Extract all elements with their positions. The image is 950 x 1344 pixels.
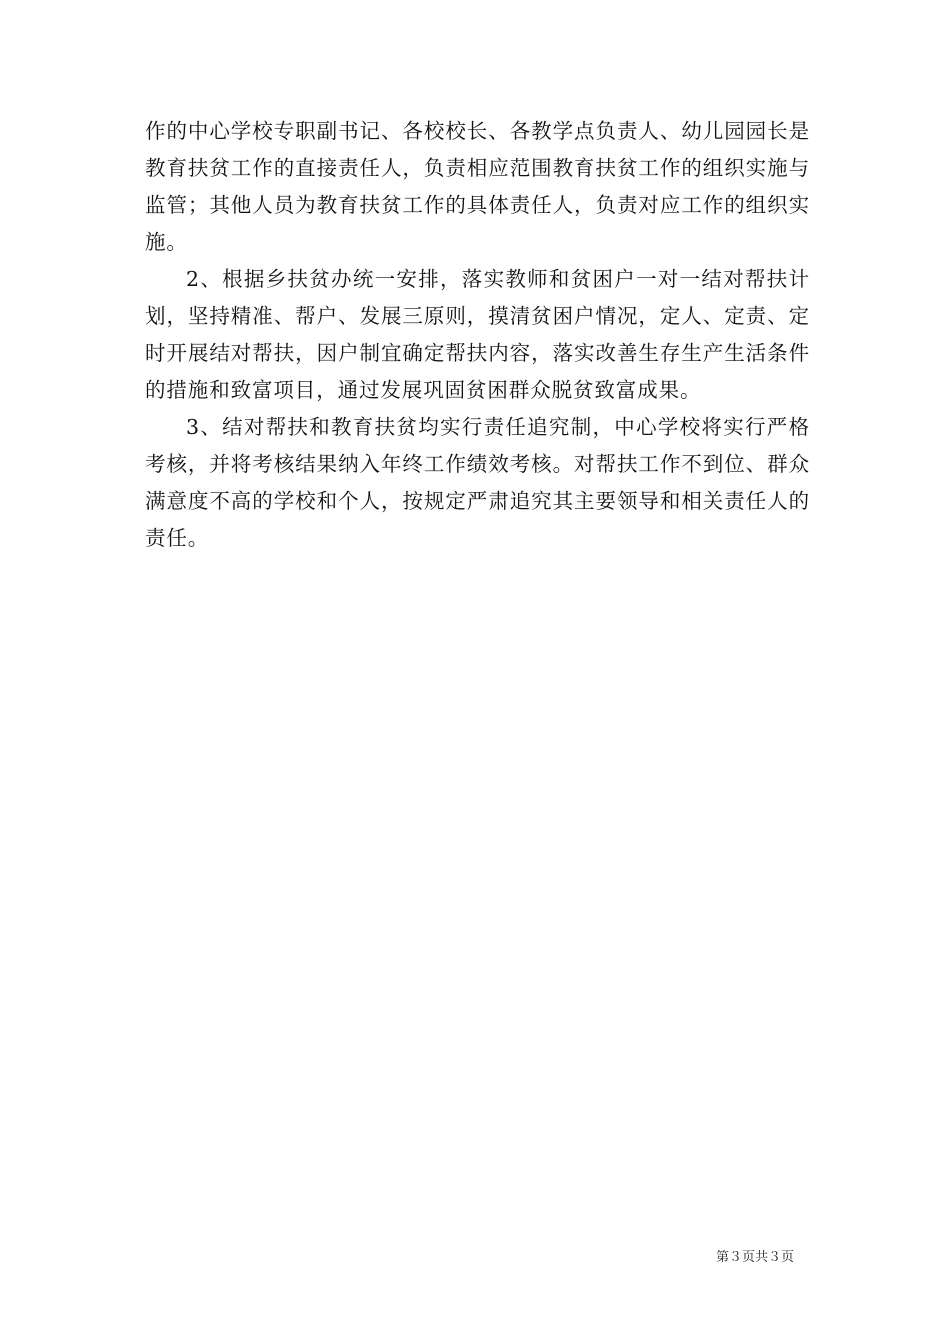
document-body — [145, 113, 810, 557]
page-number-footer: 第３页共３页 — [716, 1250, 795, 1265]
paragraph-item-3: 3、结对帮扶和教育扶贫均实行责任追究制，中心学校将实行严格考核，并将考核结果纳入年终工作绩效考核。对帮扶工作不到位、群众满意度不高的学校和个人，按规定严肃追究其主要领导和相关责任人的责任。 — [145, 415, 810, 550]
paragraph-continued: 作的中心学校专职副书记、各校校长、各教学点负责人、幼儿园园长是教育扶贫工作的直接责任人，负责相应范围教育扶贫工作的组织实施与监管；其他人员为教育扶贫工作的具体责任人，负责对应工作的组织实施。 — [145, 119, 810, 254]
paragraph-item-2: 2、根据乡扶贫办统一安排，落实教师和贫困户一对一结对帮扶计划，坚持精准、帮户、发展三原则，摸清贫困户情况，定人、定责、定时开展结对帮扶，因户制宜确定帮扶内容，落实改善生存生产生活条件的措施和致富项目，通过发展巩固贫困群众脱贫致富成果。 — [145, 267, 810, 402]
